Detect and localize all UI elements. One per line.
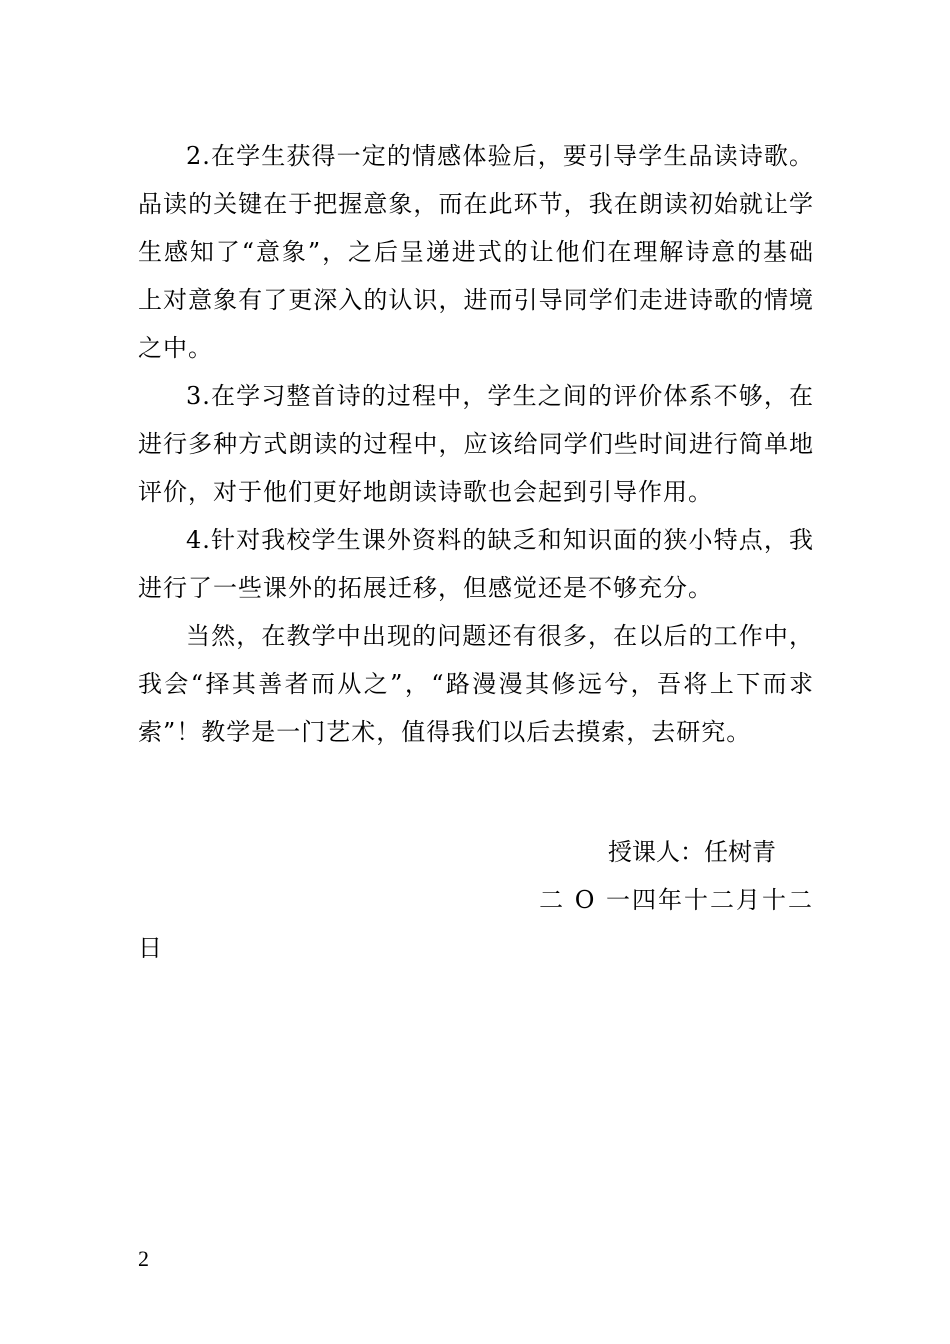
date-line-tail: 日 [138,934,162,962]
paragraph-reflection-2: 2.在学生获得一定的情感体验后，要引导学生品读诗歌。品读的关键在于把握意象，而在此环节，我在朗读初始就让学生感知了“意象”，之后呈递进式的让他们在理解诗意的基础上对意象有了更深入的认识，进而引导同学们走进诗歌的情境之中。 [138,142,814,362]
signature-block [138,828,814,972]
page-number: 2 [138,1246,149,1271]
date-line: 二 O 一四年十二月十二 [539,886,814,914]
paragraph-conclusion: 当然，在教学中出现的问题还有很多，在以后的工作中，我会“择其善者而从之”，“路漫漫其修远兮，吾将上下而求索”！教学是一门艺术，值得我们以后去摸索，去研究。 [138,622,814,746]
document-body [138,132,814,756]
teacher-name: 授课人：任树青 [608,838,776,866]
paragraph-reflection-3: 3.在学习整首诗的过程中，学生之间的评价体系不够，在进行多种方式朗读的过程中，应该给同学们些时间进行简单地评价，对于他们更好地朗读诗歌也会起到引导作用。 [138,382,814,506]
paragraph-reflection-4: 4.针对我校学生课外资料的缺乏和知识面的狭小特点，我进行了一些课外的拓展迁移，但感觉还是不够充分。 [138,526,814,602]
